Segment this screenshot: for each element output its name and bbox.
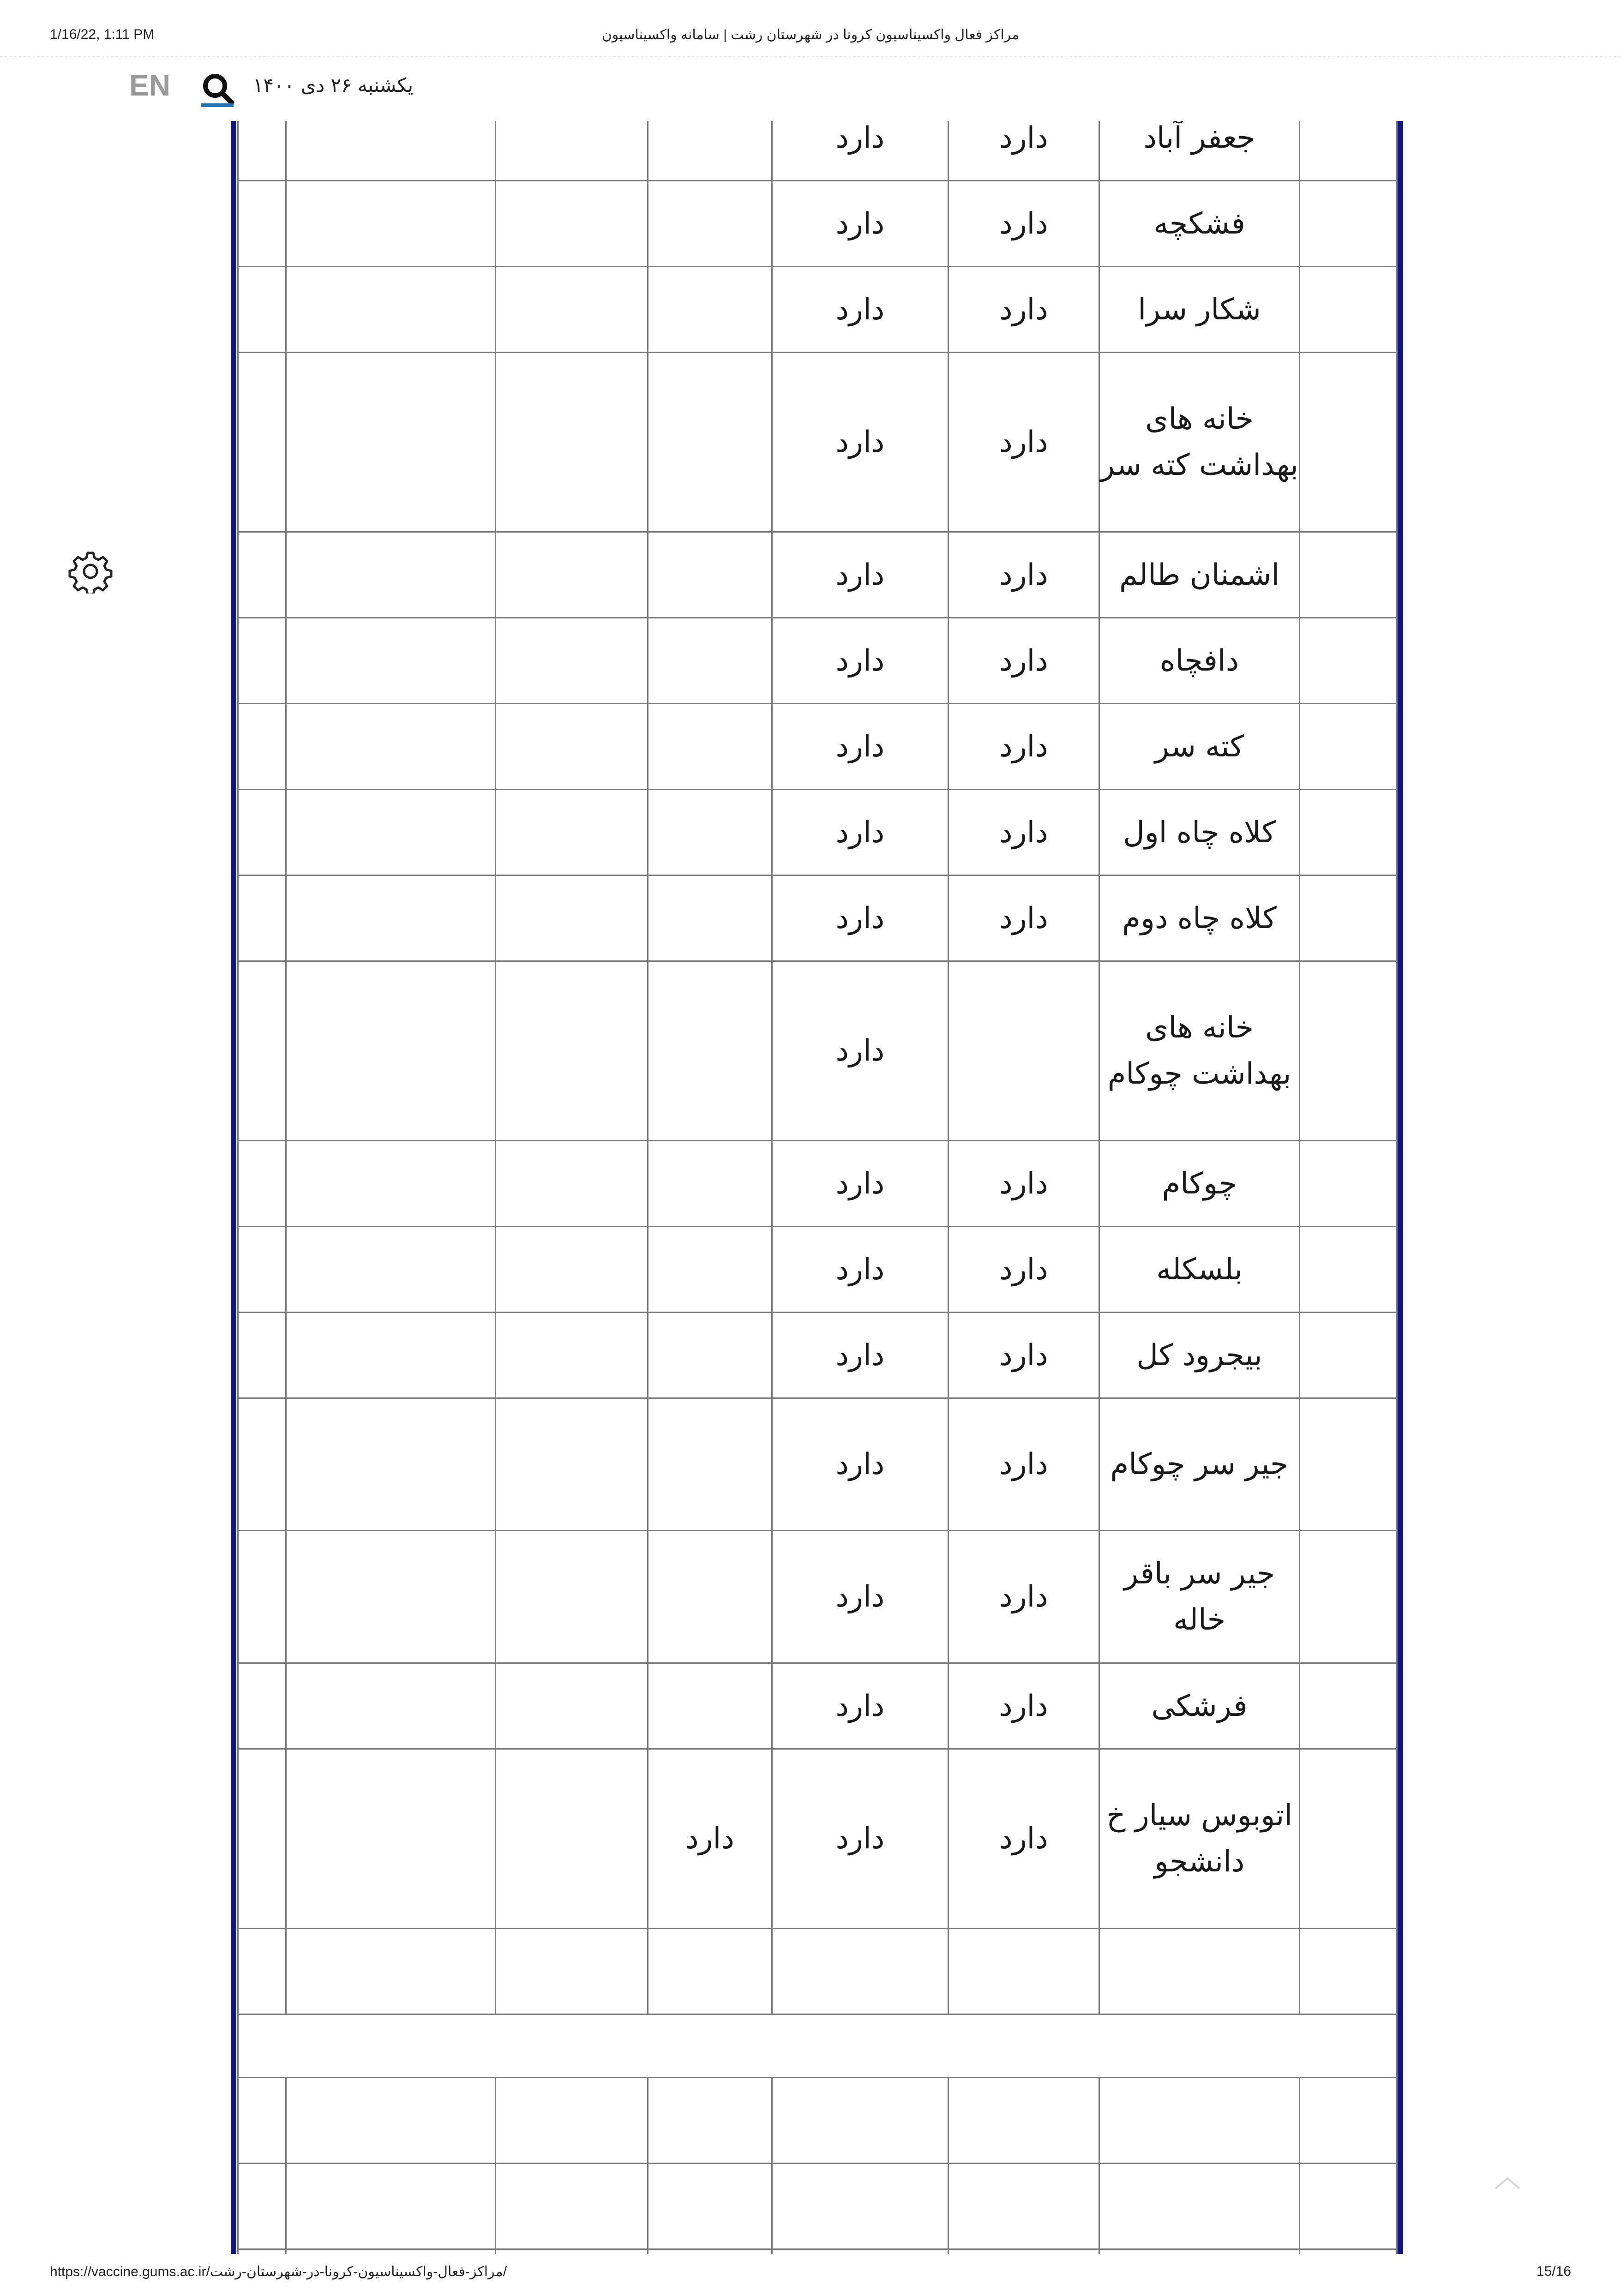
table-row	[238, 2249, 1397, 2254]
table-cell-empty	[1300, 961, 1397, 1141]
table-cell-status	[648, 353, 772, 532]
table-cell-empty	[286, 1929, 496, 2014]
table-cell-empty	[238, 1749, 286, 1929]
gear-icon[interactable]	[68, 549, 113, 593]
table-row	[238, 532, 1397, 618]
table-cell-status	[948, 2249, 1099, 2254]
table-cell-empty	[238, 1227, 286, 1313]
table-cell-status	[648, 618, 772, 704]
table-cell-empty	[1300, 1227, 1397, 1313]
table-cell-status	[648, 704, 772, 790]
table-cell-empty	[496, 1531, 648, 1663]
table-cell-status	[648, 1141, 772, 1227]
table-cell-status: دارد	[948, 1313, 1099, 1398]
table-cell-empty	[238, 2164, 286, 2249]
table-cell-empty	[238, 532, 286, 618]
table-row	[238, 1749, 1397, 1929]
table-cell-status	[648, 2164, 772, 2249]
table-cell-status	[648, 1313, 772, 1398]
table-cell-status	[772, 2249, 949, 2254]
center-name: خانه های بهداشت کته سر	[1099, 353, 1300, 532]
table-cell-empty	[238, 704, 286, 790]
table-cell-empty	[496, 1749, 648, 1929]
table-cell-status: دارد	[948, 790, 1099, 875]
table-cell-empty	[286, 2078, 496, 2164]
table-cell-status	[948, 2078, 1099, 2164]
table-cell-empty	[238, 267, 286, 353]
table-cell-status	[648, 961, 772, 1141]
table-cell-status	[648, 790, 772, 875]
table-cell-empty	[496, 1929, 648, 2014]
table-row	[238, 353, 1397, 532]
table-cell-empty	[1300, 1663, 1397, 1749]
table-cell-empty	[1300, 1141, 1397, 1227]
table-cell-empty	[286, 532, 496, 618]
table-cell-empty	[496, 1663, 648, 1749]
table-cell-status	[648, 1398, 772, 1531]
table-cell-status: دارد	[648, 1749, 772, 1929]
table-cell-empty	[286, 961, 496, 1141]
center-name: چوکام	[1099, 1141, 1300, 1227]
table-cell-status	[948, 1929, 1099, 2014]
table-cell-empty	[496, 2164, 648, 2249]
table-cell-empty	[1300, 1313, 1397, 1398]
table-cell-empty	[238, 1929, 286, 2014]
table-cell-empty	[286, 618, 496, 704]
table-cell-empty	[496, 704, 648, 790]
table-cell-empty	[286, 121, 496, 181]
table-cell-empty	[286, 267, 496, 353]
table-row	[238, 1227, 1397, 1313]
table-cell-status	[648, 532, 772, 618]
table-cell-status	[648, 875, 772, 961]
center-name: فشکچه	[1099, 181, 1300, 267]
table-cell-empty	[1300, 353, 1397, 532]
table-cell-status: دارد	[948, 267, 1099, 353]
table-cell-empty	[238, 2078, 286, 2164]
print-footer	[0, 2254, 1621, 2296]
header-divider	[0, 56, 1621, 57]
table-cell-status: دارد	[772, 704, 949, 790]
center-name: کته سر	[1099, 704, 1300, 790]
table-row	[238, 181, 1397, 267]
table-cell-empty	[496, 181, 648, 267]
table-cell-empty	[496, 121, 648, 181]
table-cell-empty	[1300, 618, 1397, 704]
table-row	[238, 790, 1397, 875]
table-cell-status: دارد	[948, 532, 1099, 618]
table-cell-empty	[238, 961, 286, 1141]
table-cell-status	[648, 181, 772, 267]
table-row	[238, 2164, 1397, 2249]
table-cell-status: دارد	[772, 1313, 949, 1398]
table-cell-status: دارد	[772, 875, 949, 961]
table-cell-empty	[496, 1141, 648, 1227]
table-cell-empty	[286, 353, 496, 532]
table-row	[238, 121, 1397, 181]
table-cell-empty	[1300, 2249, 1397, 2254]
table-cell-empty	[286, 2164, 496, 2249]
table-cell-status	[948, 2164, 1099, 2249]
separator-cell	[238, 2014, 1397, 2078]
table-cell-empty	[1300, 704, 1397, 790]
table-cell-status: دارد	[948, 1398, 1099, 1531]
table-cell-status: دارد	[772, 961, 949, 1141]
table-cell-empty	[496, 353, 648, 532]
table-cell-empty	[496, 875, 648, 961]
table-cell-status: دارد	[772, 532, 949, 618]
center-name: بلسکله	[1099, 1227, 1300, 1313]
center-name: خانه های بهداشت چوکام	[1099, 961, 1300, 1141]
table-cell-status: دارد	[948, 1749, 1099, 1929]
table-cell-status: دارد	[772, 267, 949, 353]
table-cell-empty	[496, 267, 648, 353]
table-row	[238, 1398, 1397, 1531]
table-cell-empty	[238, 1313, 286, 1398]
table-cell-empty	[496, 532, 648, 618]
table-cell-status	[648, 2078, 772, 2164]
table-cell-status: دارد	[948, 1141, 1099, 1227]
table-row	[238, 1663, 1397, 1749]
table-cell-status: دارد	[948, 181, 1099, 267]
table-cell-status	[648, 267, 772, 353]
print-page-number: 15/16	[1536, 2264, 1571, 2279]
center-name: فرشکی	[1099, 1663, 1300, 1749]
print-page-title: مراکز فعال واکسیناسیون کرونا در شهرستان رشت | سامانه واکسیناسیون	[601, 27, 1020, 42]
table-cell-empty	[1300, 2078, 1397, 2164]
table-cell-empty	[238, 790, 286, 875]
vaccination-centers-table	[237, 121, 1398, 2254]
table-cell-empty	[496, 1313, 648, 1398]
table-cell-status: دارد	[948, 875, 1099, 961]
table-cell-status	[772, 1929, 949, 2014]
table-row	[238, 961, 1397, 1141]
table-cell-empty	[1300, 532, 1397, 618]
table-row	[238, 618, 1397, 704]
table-cell-empty	[496, 2249, 648, 2254]
current-date: یکشنبه ۲۶ دی ۱۴۰۰	[253, 74, 414, 96]
table-cell-empty	[496, 2078, 648, 2164]
table-cell-empty	[286, 704, 496, 790]
center-name: کلاه چاه دوم	[1099, 875, 1300, 961]
table-cell-empty	[1300, 790, 1397, 875]
table-cell-status: دارد	[948, 1531, 1099, 1663]
table-cell-empty	[238, 1663, 286, 1749]
table-cell-status	[648, 121, 772, 181]
table-cell-empty	[238, 2249, 286, 2254]
print-header	[0, 0, 1621, 42]
table-cell-status	[772, 2164, 949, 2249]
table-cell-status: دارد	[772, 1663, 949, 1749]
table-cell-status: دارد	[948, 1663, 1099, 1749]
table-cell-status: دارد	[772, 1141, 949, 1227]
center-name: اشمنان طالم	[1099, 532, 1300, 618]
table-cell-empty	[286, 1531, 496, 1663]
table-section-separator	[238, 2014, 1397, 2078]
center-name: دافچاه	[1099, 618, 1300, 704]
table-cell-empty	[286, 1227, 496, 1313]
center-name: اتوبوس سیار خ دانشجو	[1099, 1749, 1300, 1929]
table-cell-status: دارد	[772, 121, 949, 181]
print-datetime: 1/16/22, 1:11 PM	[50, 27, 155, 42]
table-cell-status	[648, 2249, 772, 2254]
table-row	[238, 704, 1397, 790]
table-cell-empty	[496, 790, 648, 875]
center-name: جیر سر چوکام	[1099, 1398, 1300, 1531]
table-cell-empty	[1300, 1929, 1397, 2014]
table-cell-status: دارد	[772, 1227, 949, 1313]
table-cell-empty	[238, 1141, 286, 1227]
table-cell-empty	[1300, 267, 1397, 353]
table-cell-empty	[1300, 121, 1397, 181]
table-cell-status: دارد	[948, 704, 1099, 790]
table-cell-empty	[496, 961, 648, 1141]
table-cell-empty	[286, 181, 496, 267]
table-cell-status: دارد	[948, 618, 1099, 704]
table-cell-empty	[286, 1663, 496, 1749]
table-cell-empty	[286, 2249, 496, 2254]
table-cell-status: دارد	[948, 1227, 1099, 1313]
table-cell-status	[648, 1663, 772, 1749]
table-cell-status: دارد	[772, 618, 949, 704]
table-cell-status: دارد	[772, 1398, 949, 1531]
table-cell-empty	[1300, 181, 1397, 267]
center-name	[1099, 2249, 1300, 2254]
table-cell-status	[648, 1531, 772, 1663]
center-name	[1099, 2078, 1300, 2164]
table-cell-status	[648, 1227, 772, 1313]
table-row	[238, 875, 1397, 961]
table-cell-empty	[238, 618, 286, 704]
table-row	[238, 2078, 1397, 2164]
table-cell-empty	[496, 618, 648, 704]
table-cell-status	[648, 1929, 772, 2014]
table-cell-status: دارد	[772, 353, 949, 532]
table-cell-empty	[238, 1398, 286, 1531]
table-cell-empty	[496, 1227, 648, 1313]
table-cell-status	[948, 961, 1099, 1141]
center-name: جعفر آباد	[1099, 121, 1300, 181]
table-cell-empty	[1300, 875, 1397, 961]
table-cell-empty	[286, 1749, 496, 1929]
table-cell-empty	[1300, 2164, 1397, 2249]
table-row	[238, 267, 1397, 353]
table-cell-empty	[286, 1141, 496, 1227]
center-name: کلاه چاه اول	[1099, 790, 1300, 875]
print-url: https://vaccine.gums.ac.ir/مراکز-فعال-واکسیناسیون-کرونا-در-شهرستان-رشت/	[50, 2264, 507, 2279]
table-row	[238, 1929, 1397, 2014]
language-switch-button[interactable]: EN	[129, 69, 170, 102]
center-name	[1099, 2164, 1300, 2249]
table-cell-empty	[1300, 1531, 1397, 1663]
center-name: بیجرود کل	[1099, 1313, 1300, 1398]
search-active-indicator	[201, 103, 234, 107]
chevron-up-icon[interactable]	[1493, 2175, 1522, 2191]
center-name: شکار سرا	[1099, 267, 1300, 353]
table-cell-empty	[238, 353, 286, 532]
table-cell-empty	[238, 121, 286, 181]
table-cell-status: دارد	[772, 1531, 949, 1663]
table-cell-empty	[496, 1398, 648, 1531]
table-cell-empty	[238, 1531, 286, 1663]
table-cell-empty	[238, 875, 286, 961]
center-name	[1099, 1929, 1300, 2014]
center-name: جیر سر باقر خاله	[1099, 1531, 1300, 1663]
centers-table-viewport	[231, 121, 1403, 2254]
table-cell-empty	[238, 181, 286, 267]
table-cell-empty	[286, 875, 496, 961]
table-cell-empty	[286, 1398, 496, 1531]
table-cell-empty	[1300, 1398, 1397, 1531]
table-cell-status: دارد	[772, 790, 949, 875]
table-cell-status: دارد	[772, 1749, 949, 1929]
table-cell-empty	[286, 1313, 496, 1398]
table-cell-status: دارد	[772, 181, 949, 267]
table-row	[238, 1141, 1397, 1227]
table-cell-empty	[286, 790, 496, 875]
table-cell-status	[772, 2078, 949, 2164]
table-row	[238, 1313, 1397, 1398]
table-row	[238, 1531, 1397, 1663]
table-cell-empty	[1300, 1749, 1397, 1929]
table-cell-status: دارد	[948, 121, 1099, 181]
table-cell-status: دارد	[948, 353, 1099, 532]
